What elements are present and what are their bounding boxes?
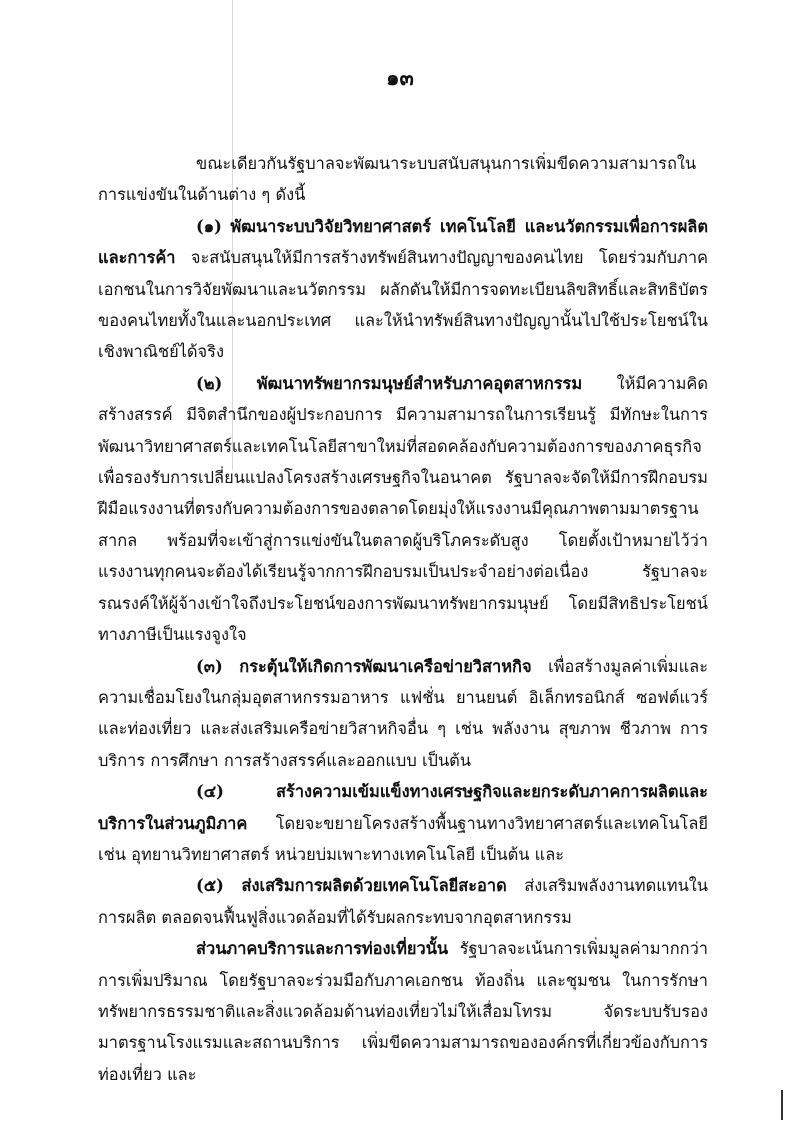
item-heading: พัฒนาทรัพยากรมนุษย์สำหรับภาคอุตสาหกรรม	[256, 373, 583, 393]
paragraph-text: เพื่อสร้างมูลค่าเพิ่มและความเชื่อมโยงในกลุ่มอุตสาหกรรมอาหาร แฟชั่น ยานยนต์ อิเล็กทรอนิกส์ ซอฟต์แวร์ และท่องเที่ยว และส่งเสริมเครือข่ายวิสาหกิจอื่น ๆ เช่น พลังงาน สุขภาพ ชีวภาพ การบริการ การศึกษา การสร้างสรรค์และออกแบบ เป็นต้น	[98, 656, 708, 770]
item-heading: กระตุ้นให้เกิดการพัฒนาเครือข่ายวิสาหกิจ	[239, 656, 532, 676]
scan-edge-mark	[781, 1090, 783, 1120]
paragraph-item-2	[98, 368, 708, 651]
item-number: (๑)	[196, 216, 222, 236]
paragraph-text: ขณะเดียวกันรัฐบาลจะพัฒนาระบบสนับสนุนการเพิ่มขีดความสามารถในการแข่งขันในด้านต่าง ๆ ดังนี้	[98, 154, 697, 205]
item-number: (๔)	[196, 782, 224, 802]
paragraph-item-1	[98, 211, 708, 368]
paragraph-item-5	[98, 870, 708, 933]
document-body	[98, 148, 708, 1090]
paragraph-text: รัฐบาลจะเน้นการเพิ่มมูลค่ามากกว่าการเพิ่มปริมาณ โดยรัฐบาลจะร่วมมือกับภาคเอกชน ท้องถิ่น และชุมชน ในการรักษาทรัพยากรธรรมชาติและสิ่งแวดล้อมด้านท่องเที่ยวไม่ให้เสื่อมโทรม จัดระบบรับรองมาตรฐานโรงแรมและสถานบริการ เพิ่มขีดความสามารถขององค์กรที่เกี่ยวข้องกับการท่องเที่ยว และ	[98, 939, 708, 1084]
paragraph-text: จะสนับสนุนให้มีการสร้างทรัพย์สินทางปัญญาของคนไทย โดยร่วมกับภาคเอกชนในการวิจัยพัฒนาและนวัตกรรม ผลักดันให้มีการจดทะเบียนลิขสิทธิ์และสิทธิบัตรของคนไทยทั้งในและนอกประเทศ และให้นำทรัพย์สินทางปัญญานั้นไปใช้ประโยชน์ในเชิงพาณิชย์ได้จริง	[98, 248, 708, 362]
paragraph-text: ส่งเสริมพลังงานทดแทนในการผลิต ตลอดจนฟื้นฟูสิ่งแวดล้อมที่ได้รับผลกระทบจากอุตสาหกรรม	[98, 876, 708, 927]
paragraph-item-4	[98, 776, 708, 870]
page-number: ๑๓	[386, 65, 414, 90]
item-number: (๕)	[196, 876, 224, 896]
section-heading: ส่วนภาคบริการและการท่องเที่ยวนั้น	[196, 939, 449, 959]
item-heading: สร้างความเข้มแข็งทางเศรษฐกิจและยกระดับภาคการผลิตและบริการในส่วนภูมิภาค	[98, 782, 708, 833]
item-number: (๒)	[196, 373, 223, 393]
item-heading: ส่งเสริมการผลิตด้วยเทคโนโลยีสะอาด	[241, 876, 507, 896]
paragraph-text: โดยจะขยายโครงสร้างพื้นฐานทางวิทยาศาสตร์และเทคโนโลยี เช่น อุทยานวิทยาศาสตร์ หน่วยบ่มเพาะทางเทคโนโลยี เป็นต้น และ	[98, 813, 708, 864]
item-heading: พัฒนาระบบวิจัยวิทยาศาสตร์ เทคโนโลยี และนวัตกรรมเพื่อการผลิตและการค้า	[98, 216, 708, 268]
paragraph-text: ให้มีความคิดสร้างสรรค์ มีจิตสำนึกของผู้ประกอบการ มีความสามารถในการเรียนรู้ มีทักษะในการพัฒนาวิทยาศาสตร์และเทคโนโลยีสาขาใหม่ที่สอดคล้องกับความต้องการของภาคธุรกิจ เพื่อรองรับการเปลี่ยนแปลงโครงสร้างเศรษฐกิจในอนาคต รัฐบาลจะจัดให้มีการฝึกอบรมฝีมือแรงงานที่ตรงกับความต้องการของตลาดโดยมุ่งให้แรงงานมีคุณภาพตามมาตรฐานสากล พร้อมที่จะเข้าสู่การแข่งขันในตลาดผู้บริโภคระดับสูง โดยตั้งเป้าหมายไว้ว่าแรงงานทุกคนจะต้องได้เรียนรู้จากการฝึกอบรมเป็นประจำอย่างต่อเนื่อง รัฐบาลจะรณรงค์ให้ผู้จ้างเข้าใจถึงประโยชน์ของการพัฒนาทรัพยากรมนุษย์ โดยมีสิทธิประโยชน์ทางภาษีเป็นแรงจูงใจ	[98, 373, 708, 645]
paragraph-services-tourism	[98, 933, 708, 1090]
paragraph-item-3	[98, 651, 708, 777]
item-number: (๓)	[196, 656, 223, 676]
paragraph-intro	[98, 148, 708, 211]
